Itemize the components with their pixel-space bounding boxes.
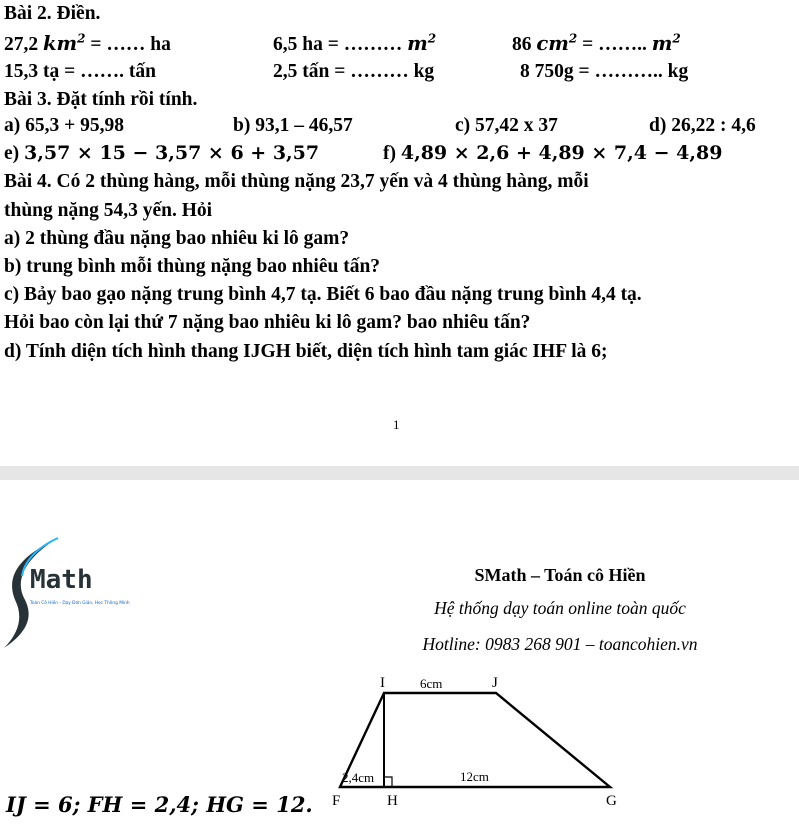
bai4-c1: c) Bảy bao gạo nặng trung bình 4,7 tạ. Biết 6 bao đầu nặng trung bình 4,4 tạ. (4, 284, 642, 305)
bai2-item-cm2: 86 $cm^2$ = …….. $m^2$ (512, 31, 681, 55)
length-FH: 2,4cm (342, 770, 375, 785)
label-I: I (380, 675, 385, 691)
label-H: H (387, 793, 398, 809)
brand-name: SMath – Toán cô Hiền (474, 565, 646, 585)
worksheet-page-2 (0, 480, 799, 826)
bai3-f: f) 4,89 × 2,6 + 4,89 × 7,4 − 4,89 (383, 142, 723, 164)
given-values: IJ = 6; FH = 2,4; HG = 12. (6, 792, 313, 817)
bai2-item-ha: 6,5 ha = ……… $m^2$ (273, 31, 437, 55)
bai4-d: d) Tính diện tích hình thang IJGH biết, diện tích hình tam giác IHF là 6; (4, 341, 608, 362)
length-HG: 12cm (460, 769, 489, 784)
bai2-item-km2: 27,2 $km^2$ = …… ha (4, 31, 171, 55)
bai2-item-tan: 2,5 tấn = ……… kg (273, 61, 435, 82)
bai3-c: c) 57,42 x 37 (455, 115, 558, 136)
bai3-d: d) 26,22 : 4,6 (649, 115, 756, 136)
bai3-b: b) 93,1 – 46,57 (233, 115, 353, 136)
right-angle-mark (384, 777, 392, 787)
label-F: F (332, 793, 341, 809)
bai4-c2: Hỏi bao còn lại thứ 7 nặng bao nhiêu ki lô gam? bao nhiêu tấn? (4, 312, 531, 333)
bai3-title: Bài 3. Đặt tính rồi tính. (4, 89, 198, 110)
bai3-e: e) 3,57 × 15 − 3,57 × 6 + 3,57 (4, 142, 320, 164)
bai4-line1: Bài 4. Có 2 thùng hàng, mỗi thùng nặng 23,7 yến và 4 thùng hàng, mỗi (4, 171, 589, 192)
bai3-a: a) 65,3 + 95,98 (4, 115, 124, 136)
brand-hotline: Hotline: 0983 268 901 – toancohien.vn (422, 634, 698, 654)
bai2-title: Bài 2. Điền. (4, 3, 101, 24)
page-divider (0, 466, 799, 480)
bai4-b: b) trung bình mỗi thùng nặng bao nhiêu tấn? (4, 256, 381, 277)
logo-tagline: Toán Cô Hiền - Dạy Đơn Giản, Học Thông Minh (30, 601, 130, 606)
label-G: G (606, 793, 617, 809)
bai2-item-ta: 15,3 tạ = ……. tấn (4, 61, 156, 82)
length-IJ: 6cm (420, 676, 443, 691)
brand-slogan: Hệ thống dạy toán online toàn quốc (434, 598, 686, 618)
smath-logo (0, 532, 160, 652)
logo-text: Math (30, 565, 93, 595)
bai2-item-g: 8 750g = ……….. kg (520, 61, 689, 82)
label-J: J (492, 675, 498, 691)
page-number: 1 (393, 417, 400, 432)
trapezoid-figure (328, 675, 638, 825)
bai4-a: a) 2 thùng đầu nặng bao nhiêu ki lô gam? (4, 228, 350, 249)
bai4-line2: thùng nặng 54,3 yến. Hỏi (4, 200, 213, 221)
